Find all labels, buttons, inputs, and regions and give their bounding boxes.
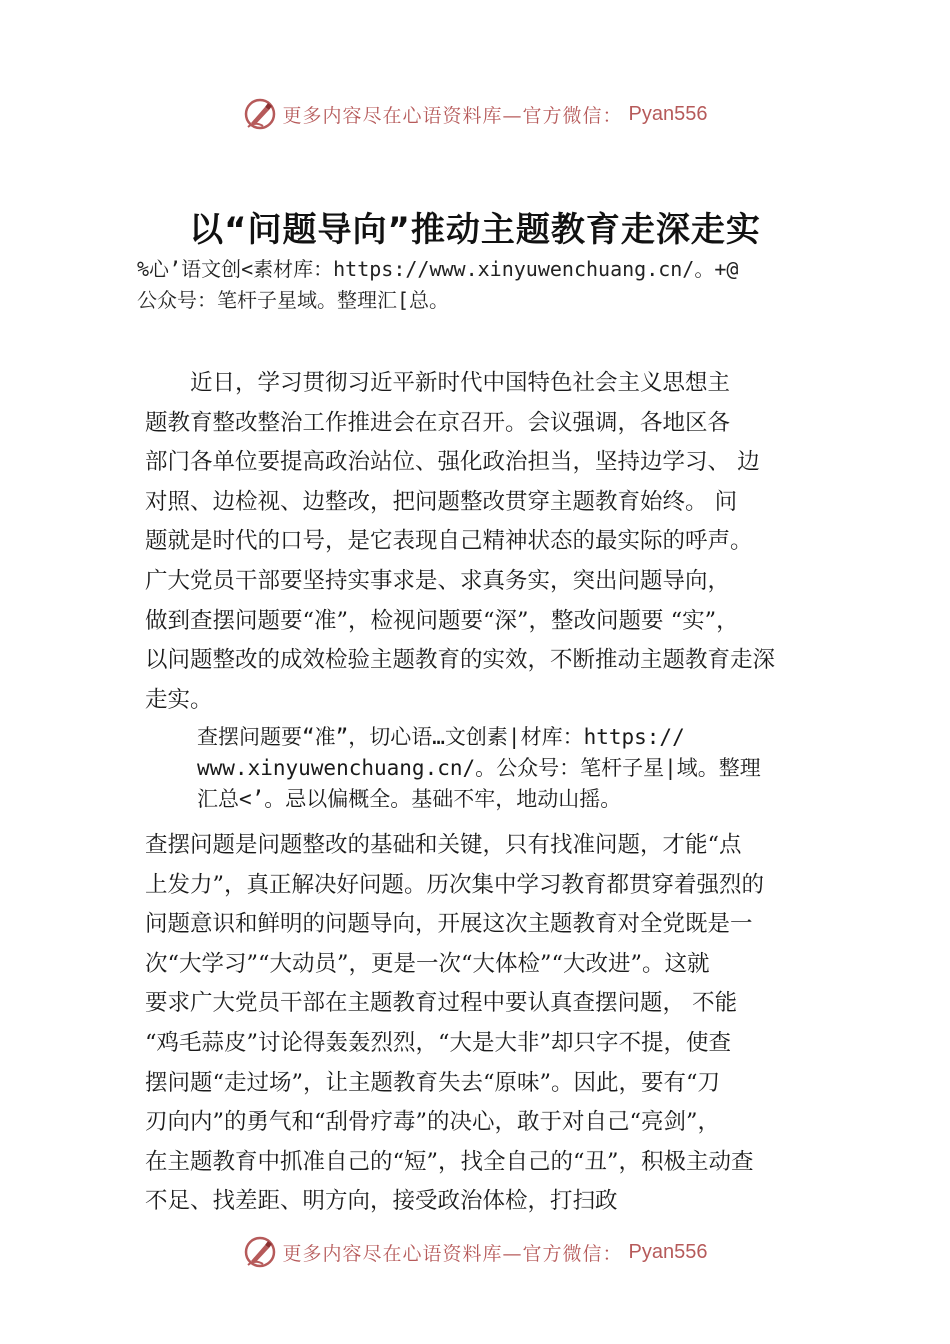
text-line: 要求广大党员干部在主题教育过程中要认真查摆问题， 不能 [145, 990, 738, 1017]
text-line: 近日，学习贯彻习近平新时代中国特色社会主义思想主 [145, 370, 731, 396]
pen-logo-icon [243, 97, 277, 131]
text-line: 广大党员干部要坚持实事求是、求真务实，突出问题导向， [145, 567, 731, 594]
pen-logo-icon [243, 1235, 277, 1269]
footer-banner [0, 1232, 950, 1272]
banner-text: 更多内容尽在心语资料库—官方微信： [282, 1242, 623, 1265]
text-line: 题教育整改整治工作推进会在京召开。会议强调，各地区各 [145, 409, 731, 436]
text-line: 在主题教育中抓准自己的“短”，找全自己的“丑”，积极主动查 [145, 1148, 754, 1175]
text-line: 问题意识和鲜明的问题导向，开展这次主题教育对全党既是一 [145, 911, 753, 938]
paragraph-body [145, 826, 830, 1222]
text-line: 查摆问题是问题整改的基础和关键，只有找准问题，才能“点 [145, 832, 742, 858]
text-line: 不足、找差距、明方向，接受政治体检，打扫政 [145, 1188, 618, 1215]
header-banner [0, 94, 950, 134]
text-line: “鸡毛蒜皮”讨论得轰轰烈烈，“大是大非”却只字不提，使查 [145, 1029, 732, 1056]
paragraph-intro [145, 364, 830, 720]
document-title: 以“问题导向”推动主题教育走深走实 [189, 210, 761, 250]
text-line: 部门各单位要提高政治站位、强化政治担当，坚持边学习、 边 [145, 449, 760, 476]
banner-wechat-id: Pyan556 [628, 1240, 708, 1263]
section-heading-paragraph: 查摆问题要“准”，切心语…文创素|材库：https:// www.xinyuwenchuang.cn/。公众号：笔杆子星|域。整理 汇总<’。忌以偏概全。基础不牢，地动山摇。 [197, 725, 761, 811]
source-note: %心’语文创<素材库：https://www.xinyuwenchuang.cn/。+@ 公众号：笔杆子星域。整理汇[总。 [137, 257, 739, 312]
text-line: 上发力”，真正解决好问题。历次集中学习教育都贯穿着强烈的 [145, 871, 765, 898]
text-line: 刃向内”的勇气和“刮骨疗毒”的决心，敢于对自己“亮剑”， [145, 1109, 721, 1136]
banner-text: 更多内容尽在心语资料库—官方微信： [282, 104, 623, 127]
text-line: 对照、边检视、边整改，把问题整改贯穿主题教育始终。 问 [145, 488, 738, 515]
text-line: 走实。 [145, 686, 213, 713]
banner-wechat-id: Pyan556 [628, 102, 708, 125]
text-line: 做到查摆问题要“准”，检视问题要“深”，整改问题要 “实”， [145, 607, 739, 634]
text-line: 题就是时代的口号，是它表现自己精神状态的最实际的呼声。 [145, 528, 753, 555]
text-line: 以问题整改的成效检验主题教育的实效，不断推动主题教育走深 [145, 647, 776, 674]
text-line: 摆问题“走过场”，让主题教育失去“原味”。因此，要有“刀 [145, 1069, 721, 1096]
text-line: 次“大学习”“大动员”，更是一次“大体检”“大改进”。这就 [145, 950, 710, 977]
